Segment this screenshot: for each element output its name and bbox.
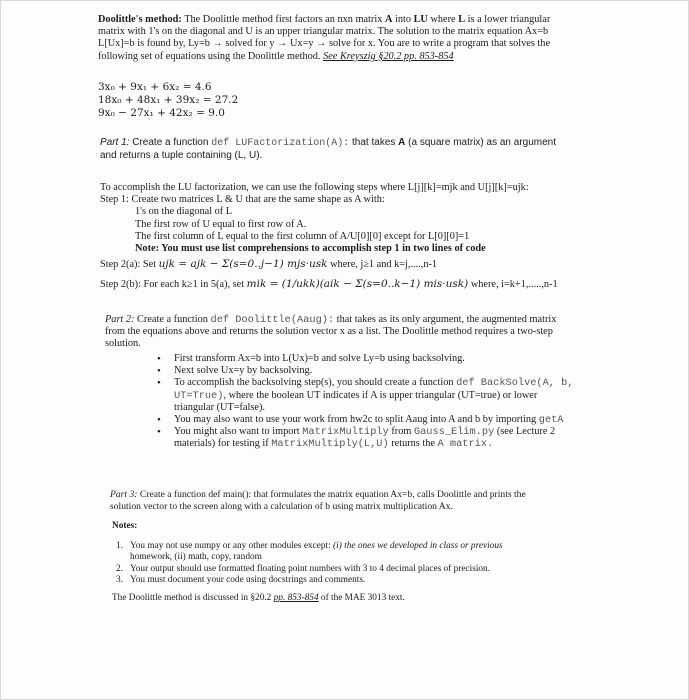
intro-text: into: [394, 14, 411, 25]
bullet-text: materials) for testing if: [174, 438, 269, 450]
intro-text: The Doolittle method first factors an nxn matrix: [184, 14, 383, 25]
notes-title-text: Notes:: [112, 521, 138, 531]
bullet-code: MatrixMultiply(L,U): [271, 438, 389, 451]
part2-line-1: [105, 314, 630, 326]
bullet-text: , where the boolean UT indicates if A is upper triangular (UT=true) or lower: [223, 389, 538, 401]
part2-label: Part 2:: [105, 314, 135, 325]
bullet-text: triangular (UT=false).: [174, 401, 266, 413]
part1-text: that takes: [352, 137, 396, 148]
step-2a: [100, 258, 630, 271]
intro-text: where: [430, 14, 456, 25]
bullet-text: returns the: [391, 438, 435, 450]
bullet-dot-icon: •: [157, 365, 161, 378]
equation-2: 18x₀ + 48x₁ + 39x₂ = 27.2: [98, 94, 239, 106]
intro-matrix-a: A: [384, 14, 393, 25]
bullet-code: A matrix.: [437, 438, 494, 451]
part1-text: (a square matrix) as an argument: [408, 137, 557, 148]
part2-bullets: [157, 353, 614, 451]
bullet-code: UT=True): [174, 389, 224, 402]
intro-text: is a lower triangular: [467, 14, 551, 25]
part3-line-2: solution vector to the screen along with a calculation of b using matrix multiplication Ax.: [110, 500, 453, 512]
note-text: Note: You must use list comprehensions to accomplish step 1 in two lines of code: [135, 243, 486, 255]
note-number: 3.: [116, 574, 123, 585]
part3-line-1: [110, 489, 630, 501]
intro-lu: LU: [413, 14, 428, 25]
bullet-text: You might also want to import: [174, 426, 300, 438]
bullet-text: (see Lecture 2: [496, 426, 556, 438]
step-2b-tail: where, i=k+1,.....,n-1: [470, 279, 558, 291]
bullet-dot-icon: •: [157, 377, 161, 390]
step-2b-formula: mik = (1/ukk)(aik − Σ(s=0..k−1) mis·usk): [246, 278, 469, 291]
part3-label: Part 3:: [110, 489, 138, 500]
intro-title: Doolittle's method:: [98, 14, 182, 25]
part2-line-3: solution.: [105, 338, 141, 350]
step-1-note: [100, 243, 630, 255]
step-1-item: The first row of U equal to first row of A.: [135, 218, 307, 230]
bullet-text: First transform Ax=b into L(Ux)=b and solve Ly=b using backsolving.: [174, 353, 465, 364]
equation-1: 3x₀ + 9x₁ + 6x₂ = 4.6: [98, 81, 212, 93]
note-number: 1.: [116, 541, 123, 552]
part3-text: Create a function def main(): that formulates the matrix equation Ax=b, calls Doolittle and prints the: [139, 489, 526, 500]
intro-line-4: [98, 51, 628, 63]
note-text: homework, (ii) math, copy, random: [130, 552, 262, 563]
note-item: [116, 541, 632, 563]
intro-line-3: L[Ux]=b is found by, Ly=b → solved for y → Ux=y → solve for x. You are to write a program that solves the: [98, 38, 551, 50]
intro-line-1: [98, 14, 628, 26]
note-text: You may not use numpy or any other modules except:: [130, 541, 331, 552]
note-text: (i) the ones we developed in class or previous: [333, 541, 503, 552]
part2-text: that takes as its only argument, the augmented matrix: [336, 314, 557, 325]
step-1-item: 1's on the diagonal of L: [135, 206, 233, 218]
bullet-dot-icon: •: [157, 426, 161, 439]
bullet-code: MatrixMultiply: [302, 426, 389, 439]
bullet-dot-icon: •: [157, 353, 161, 365]
part2-code: def Doolittle(Aaug):: [210, 314, 335, 326]
steps-intro: To accomplish the LU factorization, we can use the following steps where L[j][k]=mjk and U[j][k]=ujk:: [100, 182, 529, 193]
part1-matrix: A: [398, 137, 406, 148]
part2-text: Create a function: [137, 314, 208, 325]
step-1-item: The first column of L equal to the first column of A/U[0][0] except for L[0][0]=1: [135, 230, 470, 242]
part3-paragraph: [110, 489, 630, 512]
notes-title: [112, 521, 632, 532]
note-text: You must document your code using docstrings and comments.: [130, 574, 366, 585]
part2-paragraph: [105, 314, 630, 351]
footer-text: The Doolittle method is discussed in §20.2: [112, 593, 272, 604]
intro-text: following set of equations using the Doolittle method.: [98, 50, 321, 62]
step-2a-tail: where, j≥1 and k=j,....,n-1: [330, 259, 438, 271]
bullet-item: [157, 377, 614, 414]
note-text: Your output should use formatted floating point numbers with 3 to 4 decimal places of precision.: [130, 563, 491, 574]
steps-section: [100, 182, 630, 292]
step-2a-label: Step 2(a): Set: [100, 259, 157, 271]
textbook-page-link[interactable]: pp. 853-854: [273, 593, 319, 604]
intro-l: L: [458, 14, 466, 25]
bullet-item: [157, 365, 614, 378]
part1-line-1: [100, 137, 630, 150]
equation-system: [98, 81, 238, 120]
bullet-text: To accomplish the backsolving step(s), you should create a function: [174, 377, 454, 389]
bullet-item: [157, 414, 614, 427]
part1-label: Part 1:: [100, 137, 130, 148]
part1-paragraph: [100, 137, 630, 162]
step-2b: [100, 278, 630, 291]
step-2a-formula: ujk = ajk − Σ(s=0..j−1) mjs·usk: [158, 258, 328, 271]
bullet-code: def BackSolve(A, b,: [456, 377, 574, 390]
bullet-text: Next solve Ux=y by backsolving.: [174, 365, 313, 377]
notes-section: [112, 521, 632, 604]
bullet-text: from: [391, 426, 412, 438]
bullet-code: Gauss_Elim.py: [413, 426, 495, 439]
part1-code: def LUFactorization(A):: [211, 138, 350, 149]
footer-text: of the MAE 3013 text.: [320, 593, 405, 604]
part1-text: Create a function: [132, 137, 209, 148]
note-item: [116, 574, 632, 586]
bullet-text: You may also want to use your work from hw2c to split Aaug into A and b by importing: [174, 414, 537, 426]
equation-3: 9x₀ − 27x₁ + 42x₂ = 9.0: [98, 107, 225, 119]
part2-line-2: from the equations above and returns the solution vector x as a list. The Doolittle method requires a two-step: [105, 326, 553, 338]
intro-paragraph: [98, 14, 628, 63]
bullet-item: [157, 426, 614, 451]
part1-line-2: and returns a tuple containing (L, U).: [100, 150, 263, 162]
intro-line-2: matrix with 1's on the diagonal and U is an upper triangular matrix. The solution to the matrix equation Ax=b: [98, 26, 549, 38]
step-1: Step 1: Create two matrices L & U that are the same shape as A with:: [100, 194, 385, 206]
note-item: [116, 563, 632, 575]
kreyszig-reference-link[interactable]: See Kreyszig §20.2 pp. 853-854: [323, 50, 454, 62]
note-number: 2.: [116, 563, 123, 574]
notes-footer: [112, 593, 632, 604]
bullet-code: getA: [538, 414, 564, 427]
bullet-item: [157, 353, 614, 365]
step-2b-label: Step 2(b): For each k≥1 in 5(a), set: [100, 279, 245, 291]
bullet-dot-icon: •: [157, 414, 161, 427]
